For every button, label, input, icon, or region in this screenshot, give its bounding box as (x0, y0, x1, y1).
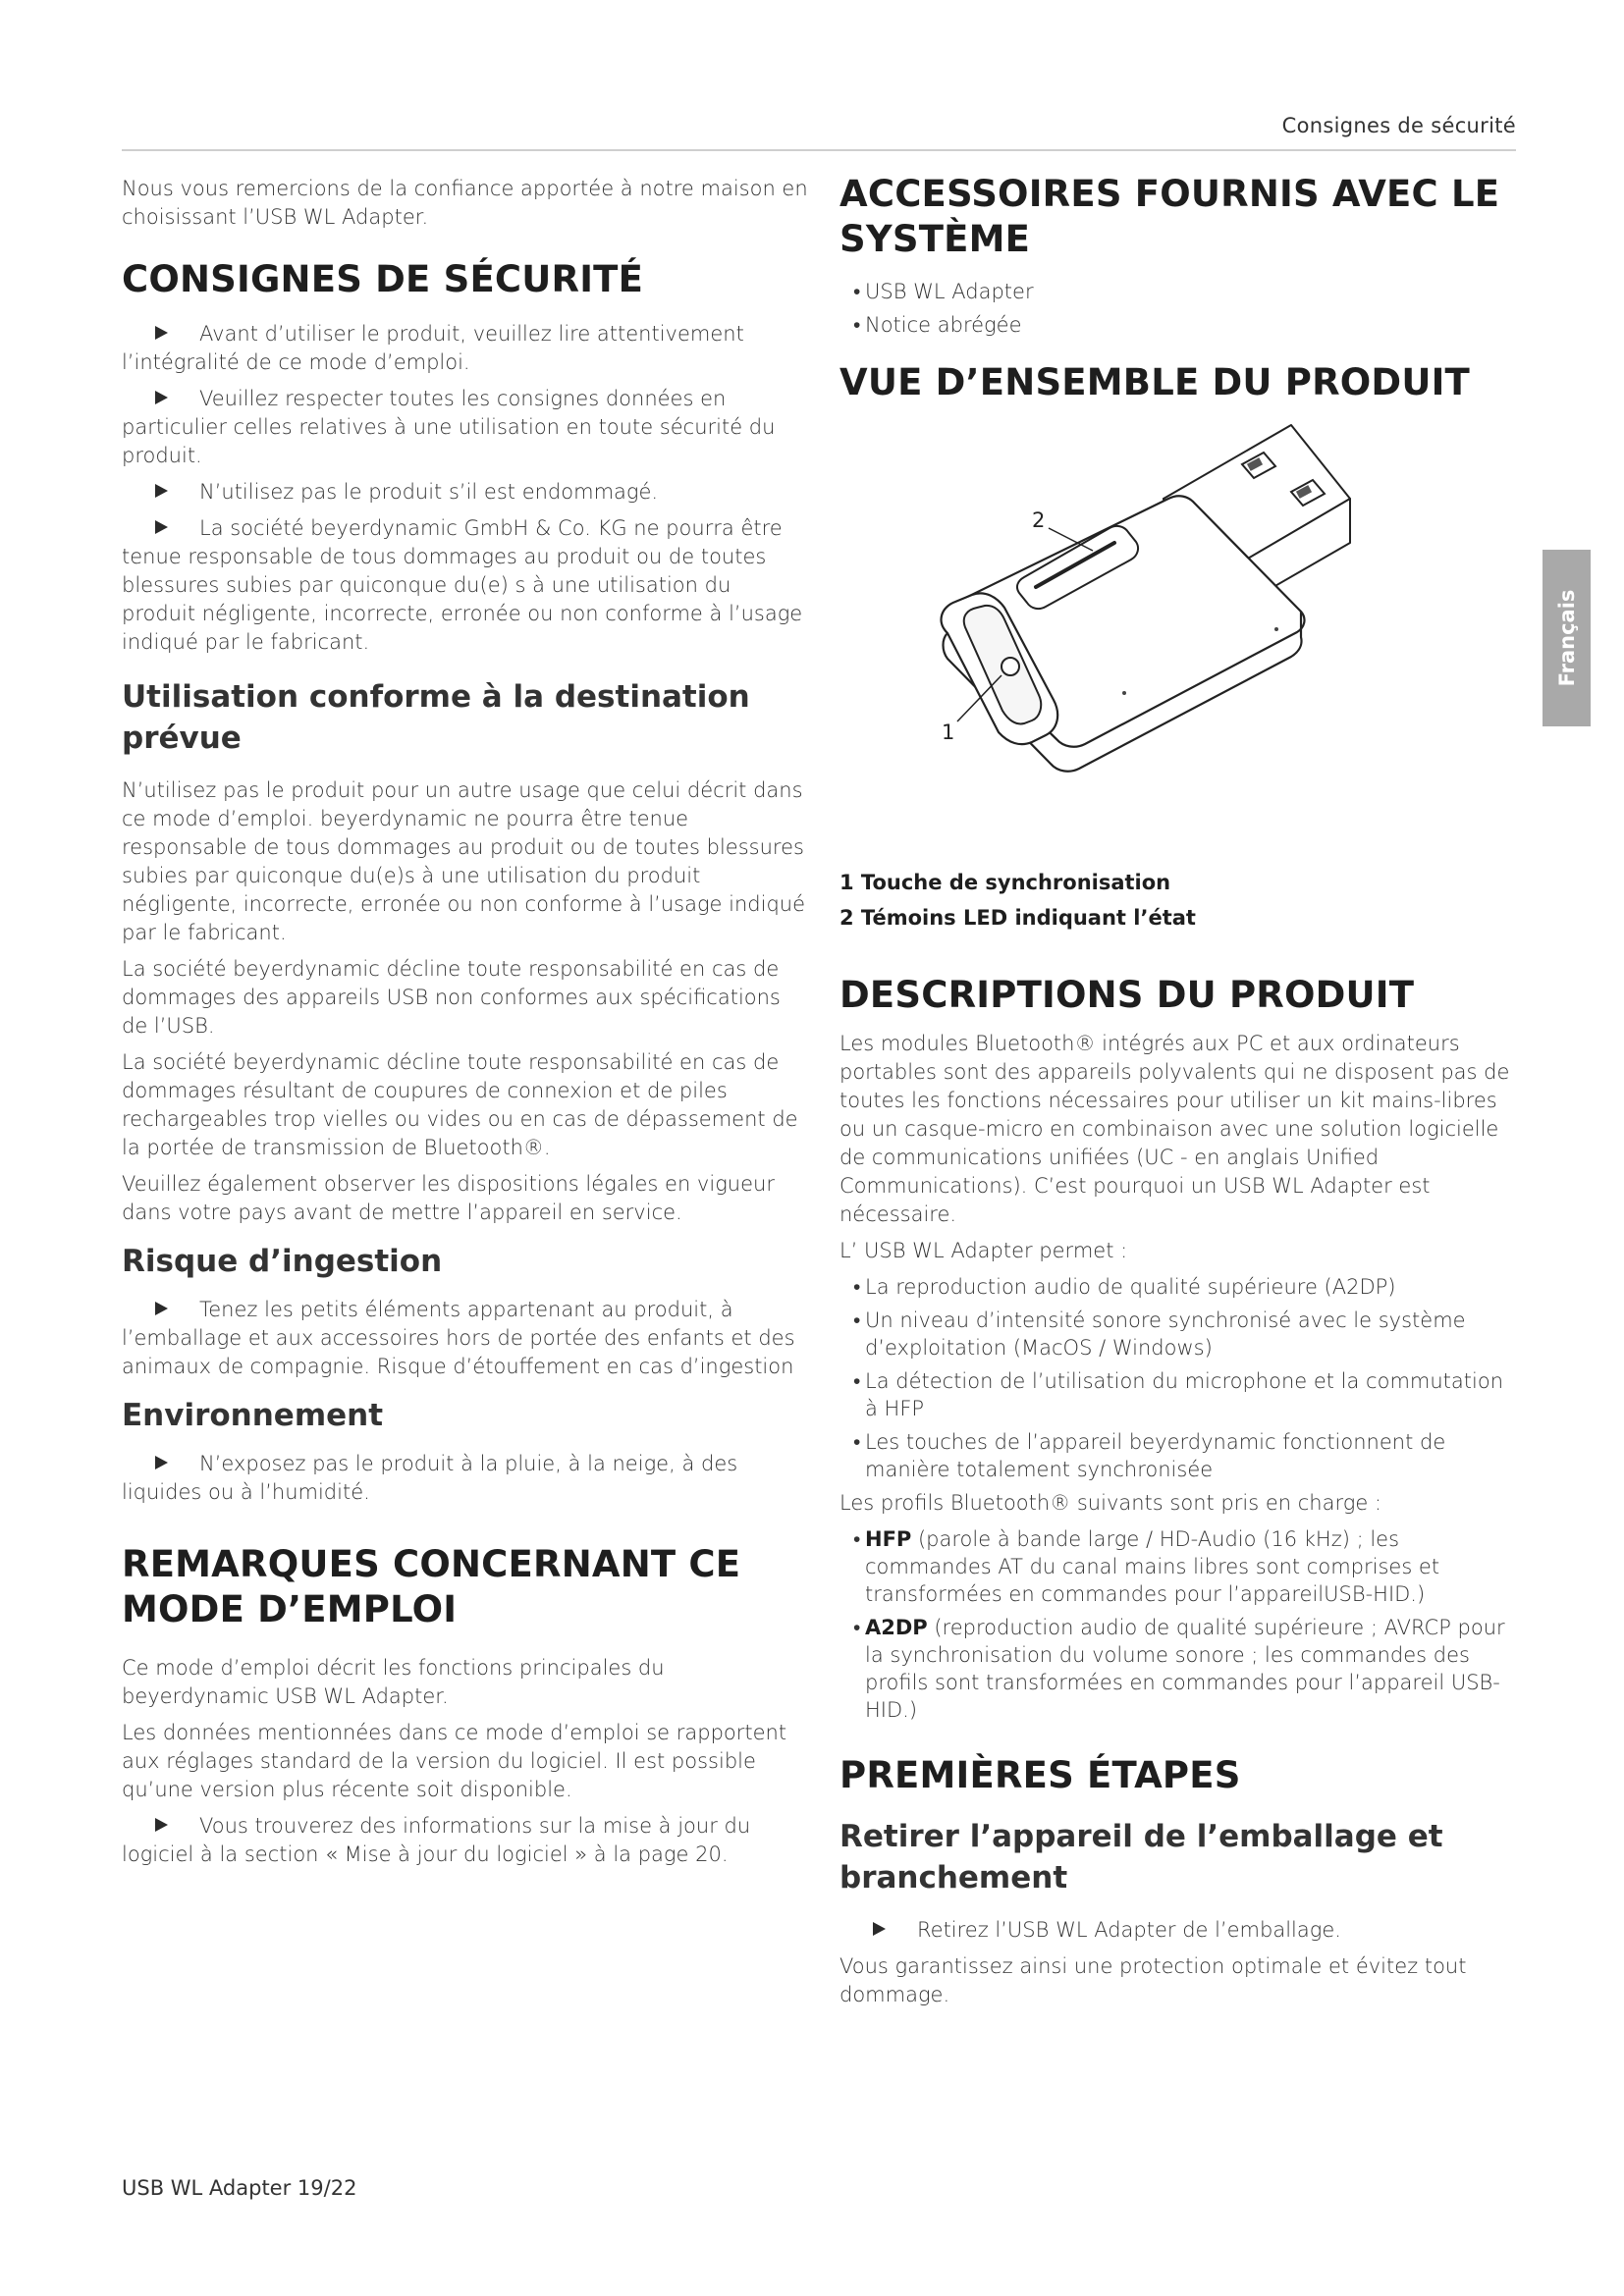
caption-status-leds: 2 Témoins LED indiquant l’état (839, 906, 1196, 930)
callout-1-label: 1 (942, 721, 955, 744)
list-item: • A2DP (reproduction audio de qualité supérieure ; AVRCP pour la synchronisation du volume sonore ; les commandes des profils sont transformées en commandes pour l’appareil USB-HID.) (853, 1614, 1517, 1724)
intended-use-heading: Utilisation conforme à la destination prévue (122, 679, 750, 756)
first-steps-item: Retirez l’USB WL Adapter de l’emballage. (839, 1916, 1517, 1945)
arrow-right-icon (155, 520, 168, 534)
caption-sync-button: 1 Touche de synchronisation (839, 871, 1171, 894)
list-item: • La détection de l’utilisation du microphone et la commutation à HFP (853, 1367, 1517, 1422)
accessories-list (839, 278, 1517, 339)
arrow-right-icon (155, 1818, 168, 1832)
language-tab-label: Français (1554, 589, 1579, 687)
left-column (122, 175, 809, 1877)
arrow-right-icon (873, 1922, 886, 1936)
intended-use-paragraph: La société beyerdynamic décline toute responsabilité en cas de dommages résultant de coupures de connexion et de piles rechargeables trop vielles ou vides ou en cas de dépassement de la portée de transmission de Bluetooth®. (122, 1050, 798, 1159)
profiles-intro: Les profils Bluetooth® suivants sont pris en charge : (839, 1491, 1381, 1515)
intro-paragraph: Nous vous remercions de la confiance apportée à notre maison en choisissant l’USB WL Adapter. (122, 177, 808, 229)
environment-heading: Environnement (122, 1398, 384, 1433)
first-steps-paragraph: Vous garantissez ainsi une protection optimale et évitez tout dommage. (839, 1954, 1467, 2006)
list-item: • Les touches de l’appareil beyerdynamic fonctionnent de manière totalement synchronisée (853, 1428, 1517, 1483)
language-tab[interactable] (1543, 550, 1591, 726)
safety-item: La société beyerdynamic GmbH & Co. KG ne pourra être tenue responsable de tous dommages au produit ou de toutes blessures subies par quiconque du(e) s à une utilisation du produit négligente, incorrecte, erronée ou non conforme à l’usage indiqué par le fabricant. (122, 516, 803, 654)
ingestion-item: Tenez les petits éléments appartenant au produit, à l’emballage et aux accessoires hors de portée des enfants et des animaux de compagnie. Risque d’étouffement en cas d’ingestion (122, 1298, 795, 1378)
remarks-paragraph: Ce mode d’emploi décrit les fonctions principales du beyerdynamic USB WL Adapter. (122, 1656, 665, 1708)
right-column (839, 172, 1517, 2017)
safety-item: Avant d’utiliser le produit, veuillez lire attentivement l’intégralité de ce mode d’emploi. (122, 322, 744, 374)
overview-heading: VUE D’ENSEMBLE DU PRODUIT (839, 361, 1470, 403)
intended-use-paragraph: La société beyerdynamic décline toute responsabilité en cas de dommages des appareils USB non conformes aux spécifications de l’USB. (122, 957, 781, 1038)
accessories-heading: ACCESSOIRES FOURNIS AVEC LE SYSTÈME (839, 173, 1500, 260)
intended-use-paragraph: Veuillez également observer les dispositions légales en vigueur dans votre pays avant de mettre l’appareil en service. (122, 1172, 775, 1224)
first-steps-heading: PREMIÈRES ÉTAPES (839, 1754, 1241, 1796)
page-footer: USB WL Adapter 19/22 (122, 2176, 357, 2200)
environment-item: N’exposez pas le produit à la pluie, à la neige, à des liquides ou à l’humidité. (122, 1452, 738, 1504)
arrow-right-icon (155, 391, 168, 404)
ingestion-heading: Risque d’ingestion (122, 1244, 443, 1279)
list-item: • Un niveau d’intensité sonore synchronisé avec le système d’exploitation (MacOS / Windows) (853, 1307, 1517, 1362)
arrow-right-icon (155, 326, 168, 340)
permits-list (839, 1273, 1517, 1483)
safety-item: N’utilisez pas le produit s’il est endommagé. (122, 478, 809, 507)
arrow-right-icon (155, 1456, 168, 1469)
remarks-paragraph: Les données mentionnées dans ce mode d’emploi se rapportent aux réglages standard de la version du logiciel. Il est possible qu’une version plus récente soit disponible. (122, 1721, 787, 1801)
safety-item: Veuillez respecter toutes les consignes données en particulier celles relatives à une utilisation en toute sécurité du produit. (122, 387, 776, 467)
descriptions-heading: DESCRIPTIONS DU PRODUIT (839, 974, 1415, 1016)
product-illustration (839, 405, 1527, 818)
permits-intro: L’ USB WL Adapter permet : (839, 1239, 1128, 1262)
usb-adapter-drawing (839, 405, 1527, 818)
list-item: • Notice abrégée (853, 311, 1517, 339)
arrow-right-icon (155, 1302, 168, 1315)
header-divider (122, 149, 1516, 151)
intended-use-paragraph: N’utilisez pas le produit pour un autre usage que celui décrit dans ce mode d’emploi. beyerdynamic ne pourra être tenue responsable de tous dommages au produit ou de toutes blessures subies par quiconque du(e)s à une utilisation du produit négligente, incorrecte, erronée ou non conforme à l’usage indiqué par le fabricant. (122, 778, 806, 944)
safety-heading: CONSIGNES DE SÉCURITÉ (122, 258, 644, 300)
page-header-title: Consignes de sécurité (1281, 114, 1516, 137)
profiles-list (839, 1525, 1517, 1724)
list-item: • USB WL Adapter (853, 278, 1517, 305)
descriptions-paragraph: Les modules Bluetooth® intégrés aux PC et aux ordinateurs portables sont des appareils polyvalents qui ne disposent pas de toutes les fonctions nécessaires pour utiliser un kit mains-libres ou un casque-micro en combinaison avec une solution logicielle de communications unifiées (UC - en anglais Unified Communications). C’est pourquoi un USB WL Adapter est nécessaire. (839, 1032, 1510, 1226)
callout-2-label: 2 (1032, 508, 1046, 532)
list-item: • La reproduction audio de qualité supérieure (A2DP) (853, 1273, 1517, 1301)
arrow-right-icon (155, 484, 168, 498)
list-item: • HFP (parole à bande large / HD-Audio (16 kHz) ; les commandes AT du canal mains libres sont comprises et transformées en commandes pour l’appareilUSB-HID.) (853, 1525, 1517, 1608)
unpacking-heading: Retirer l’appareil de l’emballage et branchement (839, 1819, 1443, 1896)
remarks-heading: REMARQUES CONCERNANT CE MODE D’EMPLOI (122, 1543, 741, 1630)
remarks-item: Vous trouverez des informations sur la mise à jour du logiciel à la section « Mise à jour du logiciel » à la page 20. (122, 1814, 751, 1866)
